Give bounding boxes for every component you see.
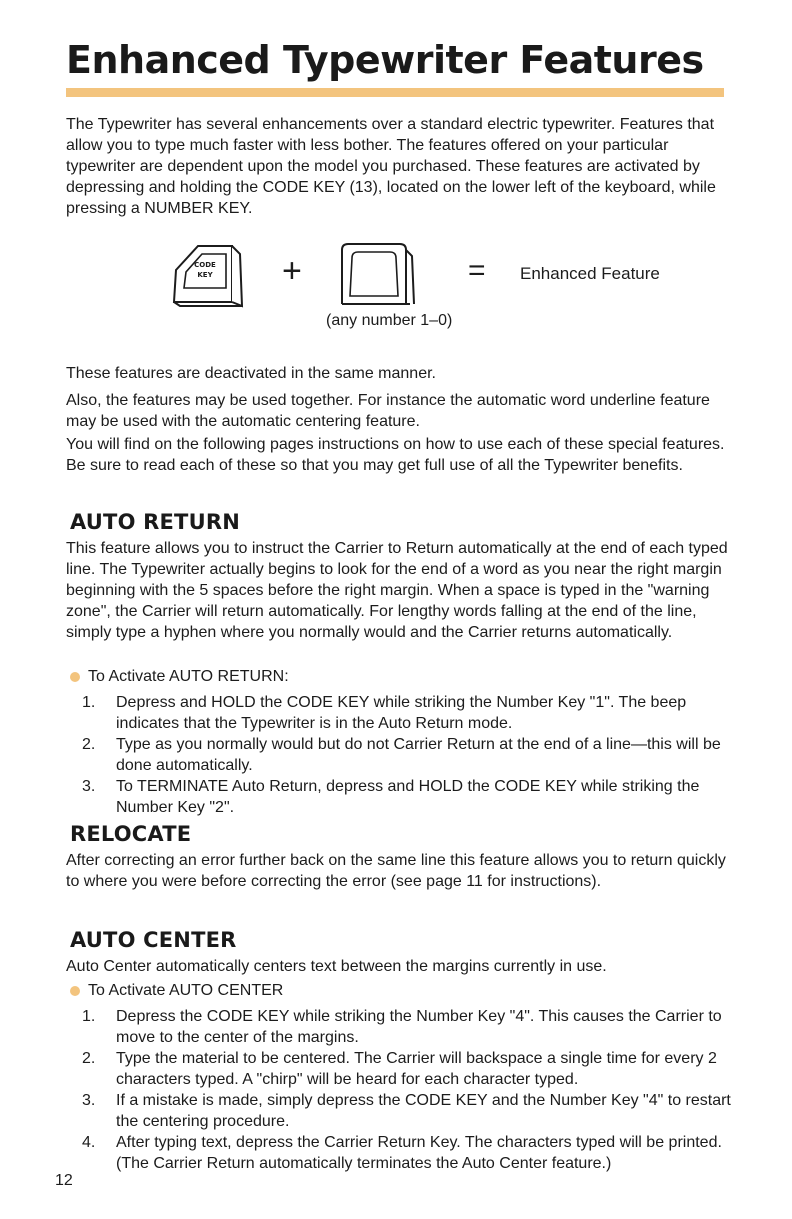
auto-return-activate-text: To Activate AUTO RETURN: (88, 668, 289, 685)
auto-return-heading: AUTO RETURN (70, 510, 240, 534)
step-number: 3. (82, 778, 96, 795)
list-item (82, 1048, 732, 1090)
step-number: 2. (82, 736, 96, 753)
step-text: Depress and HOLD the CODE KEY while striking the Number Key "1". The beep indicates that the Typewriter is in the Auto Return mode. (116, 694, 687, 732)
relocate-heading: RELOCATE (70, 822, 192, 846)
key-combination-diagram (170, 240, 730, 340)
title-underline-bar (66, 88, 724, 97)
diagram-caption: (any number 1–0) (326, 312, 453, 329)
together-paragraph: Also, the features may be used together. For instance the automatic word underline feature may be used with the automatic centering feature. (66, 392, 710, 430)
list-item (82, 1090, 732, 1132)
step-text: Type the material to be centered. The Carrier will backspace a single time for every 2 characters typed. A "chirp" will be heard for each character typed. (116, 1050, 717, 1088)
code-key-label-2: KEY (197, 271, 213, 279)
relocate-description: After correcting an error further back on the same line this feature allows you to return quickly to where you were before correcting the error (see page 11 for instructions). (66, 852, 726, 890)
bullet-dot-icon (70, 672, 80, 682)
following-pages-paragraph: You will find on the following pages instructions on how to use each of these special features. Be sure to read each of these so that you may get full use of all the Typewriter benefits. (66, 436, 725, 474)
intro-paragraph: The Typewriter has several enhancements over a standard electric typewriter. Features that allow you to type much faster with less bother. The features offered on your particular typewriter are dependent upon the model you purchased. These features are activated by depressing and holding the CODE KEY (13), located on the lower left of the keyboard, while pressing a NUMBER KEY. (66, 116, 716, 217)
step-text: To TERMINATE Auto Return, depress and HOLD the CODE KEY while striking the Number Key "2". (116, 778, 700, 816)
list-item (82, 776, 732, 818)
code-key-icon (170, 240, 270, 310)
page-number: 12 (55, 1172, 73, 1189)
list-item (82, 1132, 732, 1174)
diagram-result-label: Enhanced Feature (520, 264, 660, 283)
auto-center-activate-bullet (70, 980, 283, 1001)
step-number: 1. (82, 1008, 96, 1025)
auto-center-description: Auto Center automatically centers text between the margins currently in use. (66, 958, 607, 975)
step-number: 1. (82, 694, 96, 711)
step-text: Depress the CODE KEY while striking the Number Key "4". This causes the Carrier to move to the center of the margins. (116, 1008, 722, 1046)
equals-sign: = (468, 254, 486, 287)
auto-return-description: This feature allows you to instruct the Carrier to Return automatically at the end of each typed line. The Typewriter actually begins to look for the end of a word as you near the right margin beginning with the 5 spaces before the right margin. When a space is typed in the "warning zone", the Carrier will return automatically. For lengthy words falling at the end of the line, simply type a hyphen where you normally would and the Carrier returns automatically. (66, 540, 728, 641)
page-title: Enhanced Typewriter Features (66, 38, 704, 82)
step-text: If a mistake is made, simply depress the CODE KEY and the Number Key "4" to restart the centering procedure. (116, 1092, 731, 1130)
auto-center-steps (82, 1006, 732, 1174)
auto-center-heading: AUTO CENTER (70, 928, 237, 952)
step-text: Type as you normally would but do not Carrier Return at the end of a line—this will be done automatically. (116, 736, 721, 774)
bullet-dot-icon (70, 986, 80, 996)
auto-center-activate-text: To Activate AUTO CENTER (88, 982, 284, 999)
code-key-label: CODE (194, 261, 216, 269)
list-item (82, 1006, 732, 1048)
list-item (82, 734, 732, 776)
step-number: 2. (82, 1050, 96, 1067)
deactivated-paragraph: These features are deactivated in the same manner. (66, 365, 436, 382)
step-number: 3. (82, 1092, 96, 1109)
step-text: After typing text, depress the Carrier Return Key. The characters typed will be printed. (The Carrier Return automatically terminates the Auto Center feature.) (116, 1134, 722, 1172)
auto-return-steps (82, 692, 732, 818)
number-key-icon (338, 240, 438, 310)
auto-return-activate-bullet (70, 666, 289, 687)
plus-sign: + (282, 252, 302, 290)
step-number: 4. (82, 1134, 96, 1151)
list-item (82, 692, 732, 734)
